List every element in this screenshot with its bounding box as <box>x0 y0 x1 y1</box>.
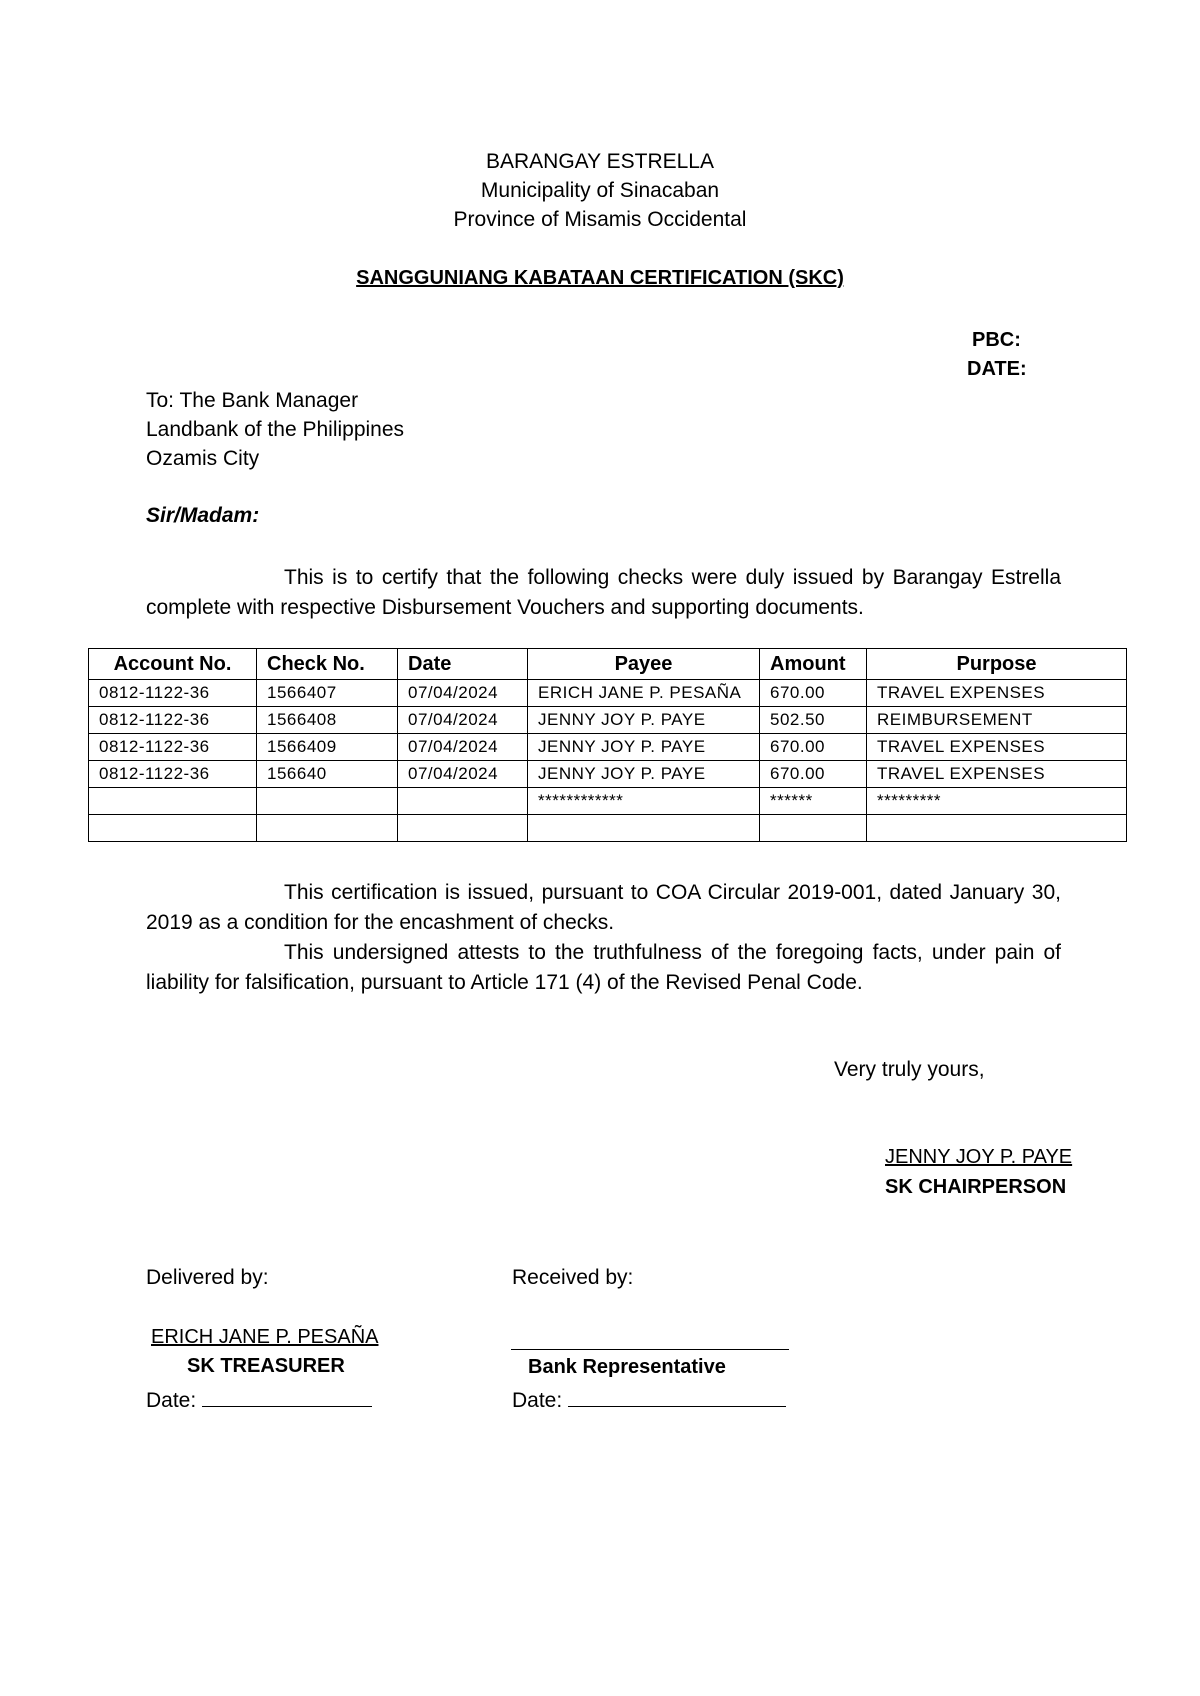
cell-amount: ****** <box>760 788 867 815</box>
received-date-label: Date: <box>512 1389 563 1412</box>
treasurer-name: ERICH JANE P. PESAÑA <box>151 1326 379 1348</box>
province-name: Province of Misamis Occidental <box>453 208 747 231</box>
date-label: DATE: <box>967 358 1027 380</box>
cell-purpose: TRAVEL EXPENSES <box>867 680 1127 707</box>
delivered-date-label: Date: <box>146 1389 197 1412</box>
cell-amount <box>760 815 867 842</box>
cell-check-no <box>257 815 398 842</box>
bank-representative-signature-line <box>511 1349 789 1350</box>
header-date: Date <box>398 649 528 680</box>
received-by-label: Received by: <box>512 1266 634 1289</box>
addressee-line-2: Landbank of the Philippines <box>146 418 405 441</box>
chairperson-name: JENNY JOY P. PAYE <box>885 1146 1073 1168</box>
bank-representative-title: Bank Representative <box>528 1356 726 1378</box>
intro-paragraph <box>146 563 1061 623</box>
table-row <box>89 788 1127 815</box>
cell-purpose: TRAVEL EXPENSES <box>867 761 1127 788</box>
checks-table <box>88 648 1127 842</box>
cell-date <box>398 788 528 815</box>
delivered-date-field <box>146 1386 372 1413</box>
cell-check-no: 1566407 <box>257 680 398 707</box>
cell-payee: JENNY JOY P. PAYE <box>528 734 760 761</box>
header-purpose: Purpose <box>867 649 1127 680</box>
cell-date <box>398 815 528 842</box>
cell-purpose: REIMBURSEMENT <box>867 707 1127 734</box>
header-payee: Payee <box>528 649 760 680</box>
cell-amount: 670.00 <box>760 734 867 761</box>
cell-date: 07/04/2024 <box>398 680 528 707</box>
header-amount: Amount <box>760 649 867 680</box>
attestation-paragraph-text: This undersigned attests to the truthfulness of the foregoing facts, under pain of liability for falsification, pursuant to Article 171 (4) of the Revised Penal Code. <box>146 941 1061 994</box>
cell-amount: 502.50 <box>760 707 867 734</box>
cell-account-no <box>89 788 257 815</box>
table-row <box>89 680 1127 707</box>
cell-purpose: ********* <box>867 788 1127 815</box>
cell-date: 07/04/2024 <box>398 707 528 734</box>
cell-payee <box>528 815 760 842</box>
letterhead <box>0 147 1200 234</box>
salutation: Sir/Madam: <box>146 504 260 527</box>
barangay-name: BARANGAY ESTRELLA <box>486 150 714 173</box>
cell-check-no: 1566409 <box>257 734 398 761</box>
header-account-no: Account No. <box>89 649 257 680</box>
cell-date: 07/04/2024 <box>398 734 528 761</box>
document-title: SANGGUNIANG KABATAAN CERTIFICATION (SKC) <box>356 267 844 289</box>
cell-account-no: 0812-1122-36 <box>89 761 257 788</box>
received-date-blank <box>568 1386 786 1407</box>
coa-paragraph-text: This certification is issued, pursuant to COA Circular 2019-001, dated January 30, 2019 as a condition for the encashment of checks. <box>146 881 1061 934</box>
addressee-line-1: To: The Bank Manager <box>146 389 359 412</box>
table-header-row <box>89 649 1127 680</box>
cell-payee: ************ <box>528 788 760 815</box>
pbc-label: PBC: <box>972 329 1021 351</box>
addressee-line-3: Ozamis City <box>146 447 260 470</box>
cell-account-no: 0812-1122-36 <box>89 734 257 761</box>
treasurer-title: SK TREASURER <box>187 1355 345 1377</box>
cell-amount: 670.00 <box>760 680 867 707</box>
cell-account-no: 0812-1122-36 <box>89 680 257 707</box>
delivered-date-blank <box>202 1386 372 1407</box>
cell-date: 07/04/2024 <box>398 761 528 788</box>
cell-payee: JENNY JOY P. PAYE <box>528 707 760 734</box>
cell-amount: 670.00 <box>760 761 867 788</box>
table-row <box>89 761 1127 788</box>
intro-paragraph-text: This is to certify that the following checks were duly issued by Barangay Estrella complete with respective Disbursement Vouchers and supporting documents. <box>146 566 1061 619</box>
delivered-by-label: Delivered by: <box>146 1266 269 1289</box>
coa-paragraph <box>146 878 1061 938</box>
cell-check-no: 156640 <box>257 761 398 788</box>
closing-phrase: Very truly yours, <box>834 1058 985 1081</box>
cell-account-no: 0812-1122-36 <box>89 707 257 734</box>
table-row <box>89 734 1127 761</box>
cell-purpose: TRAVEL EXPENSES <box>867 734 1127 761</box>
municipality-name: Municipality of Sinacaban <box>480 179 720 202</box>
addressee-block <box>146 386 404 473</box>
chairperson-title: SK CHAIRPERSON <box>885 1176 1067 1198</box>
cell-purpose <box>867 815 1127 842</box>
cell-payee: JENNY JOY P. PAYE <box>528 761 760 788</box>
cell-check-no: 1566408 <box>257 707 398 734</box>
header-check-no: Check No. <box>257 649 398 680</box>
table-row <box>89 815 1127 842</box>
cell-payee: ERICH JANE P. PESAÑA <box>528 680 760 707</box>
cell-check-no <box>257 788 398 815</box>
attestation-paragraph <box>146 938 1061 998</box>
received-date-field <box>512 1386 786 1413</box>
table-row <box>89 707 1127 734</box>
cell-account-no <box>89 815 257 842</box>
